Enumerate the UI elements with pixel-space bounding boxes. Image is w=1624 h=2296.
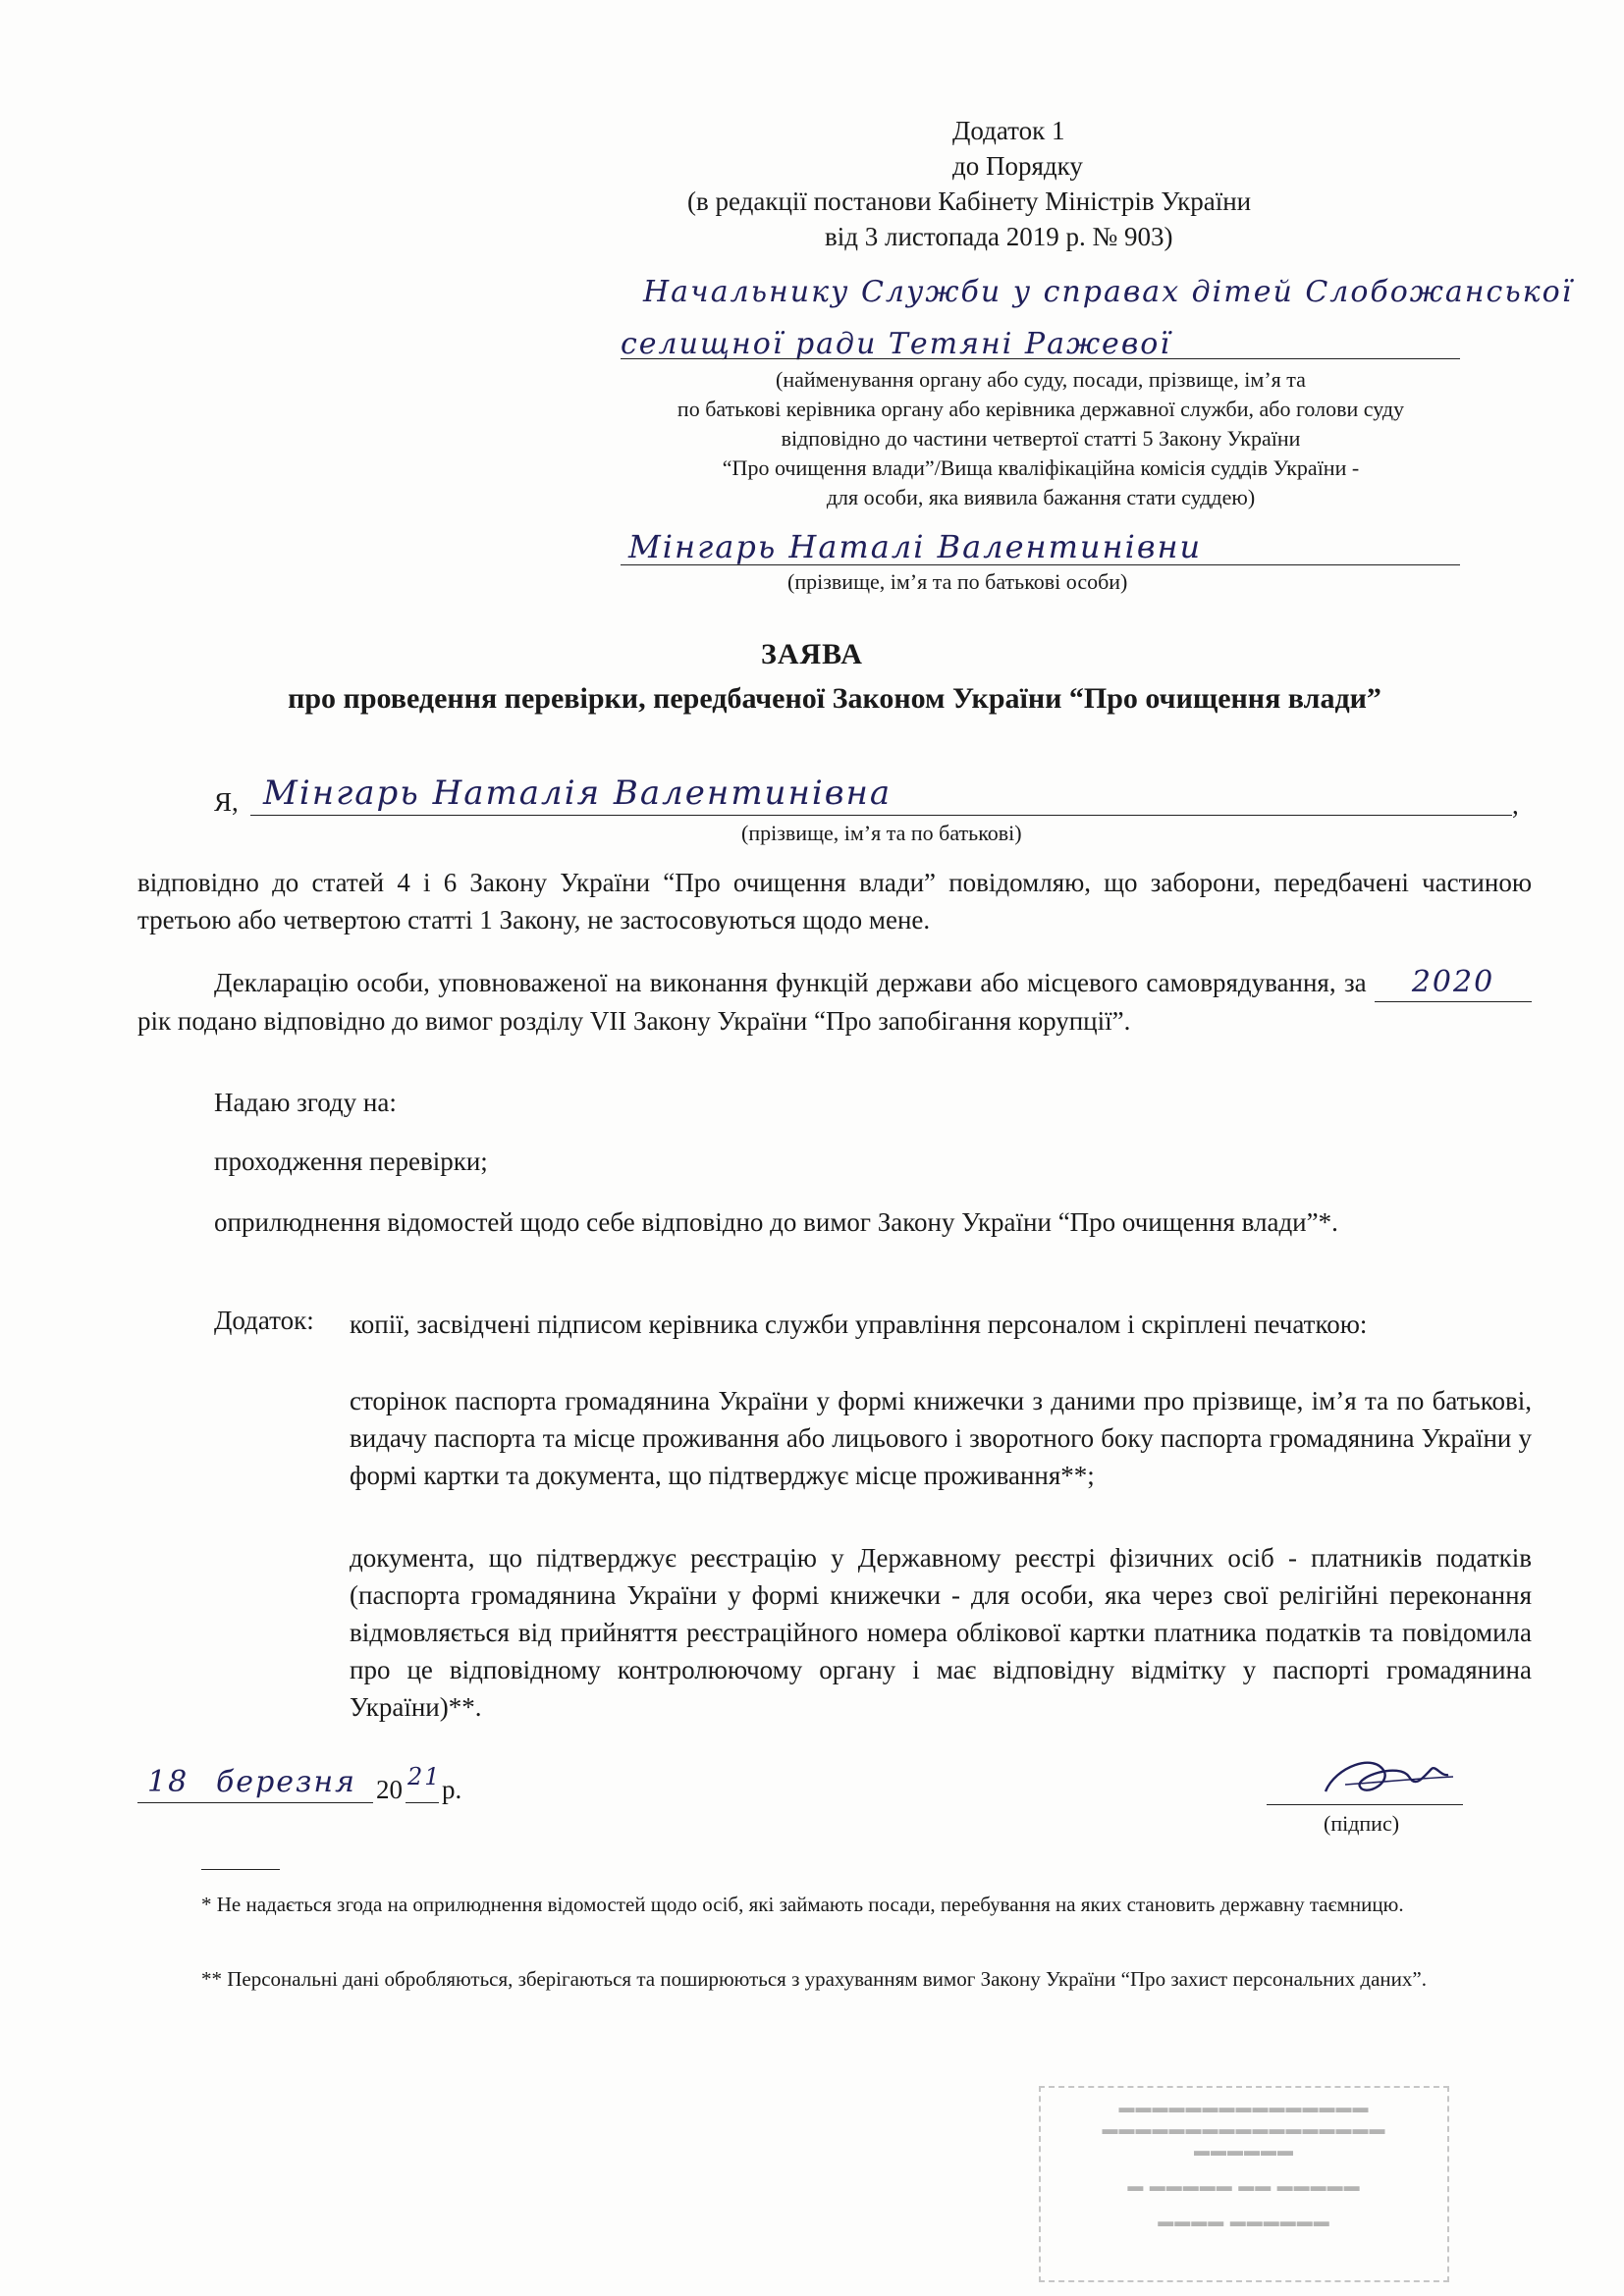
attachment-label: Додаток:: [214, 1306, 314, 1335]
applicant-handwritten-name: Мінгарь Наталія Валентинівна: [263, 774, 893, 813]
applicant-caption: (прізвище, ім’я та по батькові): [741, 821, 1022, 845]
applicant-underline: [250, 815, 1512, 816]
header-line-1: Додаток 1: [952, 116, 1065, 145]
appendix-header: [628, 113, 1453, 254]
addressee-handwritten-line-1: Начальнику Служби у справах дітей Слобожанської: [643, 275, 1574, 309]
paragraph-declaration: [137, 964, 1532, 1040]
applicant-comma: ,: [1512, 790, 1519, 820]
addressee-handwritten-line-2: селищної ради Тетяні Ражевої: [621, 327, 1171, 361]
addressee-caption-line-2: по батькові керівника органу або керівника державної служби, або голови суду: [677, 397, 1405, 421]
date-underline: [137, 1802, 373, 1803]
sender-handwritten-name: Мінгарь Наталі Валентинівни: [628, 528, 1203, 565]
footnote-2: ** Персональні дані обробляються, зберігаються та поширюються з урахуванням вимог Закону України “Про захист персональних даних”.: [201, 1967, 1427, 1991]
consent-item-verification: проходження перевірки;: [214, 1147, 488, 1176]
addressee-underline: [621, 358, 1460, 359]
date-year-underline: [406, 1802, 439, 1803]
document-subtitle: про проведення перевірки, передбаченої Законом України “Про очищення влади”: [288, 682, 1381, 715]
document-title: ЗАЯВА: [761, 638, 863, 670]
registration-stamp: ▬▬▬▬▬▬▬▬▬▬▬▬▬▬▬ ▬▬▬▬▬▬▬▬▬▬▬▬▬▬▬▬▬ ▬▬▬▬▬▬ ▬ ▬▬▬▬▬ ▬▬ ▬▬▬▬▬ ▬▬▬▬ ▬▬▬▬▬▬: [1039, 2086, 1449, 2282]
footnote-1: * Не надається згода на оприлюднення відомостей щодо осіб, які займають посади, перебування на яких становить державну таємницю.: [201, 1893, 1404, 1916]
addressee-caption-line-4: “Про очищення влади”/Вища кваліфікаційна комісія суддів України -: [722, 455, 1360, 480]
date-day-handwritten: 18: [147, 1765, 189, 1799]
footnote-separator: [201, 1869, 280, 1870]
date-year-prefix: 20: [376, 1775, 403, 1804]
header-line-3: (в редакції постанови Кабінету Міністрів України: [687, 187, 1252, 216]
ya-prefix: Я,: [214, 787, 239, 817]
addressee-caption: [550, 365, 1532, 512]
addressee-caption-line-3: відповідно до частини четвертої статті 5 Закону України: [781, 426, 1301, 451]
bleed-through-text: [245, 584, 255, 630]
handwritten-signature: [1306, 1747, 1463, 1816]
attachment-item-passport: сторінок паспорта громадянина України у формі книжечки з даними про прізвище, ім’я та по батькові, видачу паспорта та місце проживання або лицьового і зворотного боку паспорта громадянина України у формі картки та документа, що підтверджує місце проживання**;: [350, 1386, 1532, 1490]
paragraph-no-prohibitions: відповідно до статей 4 і 6 Закону України “Про очищення влади” повідомляю, що заборони, передбачені частиною третьою або четвертою статті 1 Закону, не застосовуються щодо мене.: [137, 868, 1532, 934]
sender-caption: (прізвище, ім’я та по батькові особи): [787, 569, 1128, 594]
attachment-item-tax-id: документа, що підтверджує реєстрацію у Державному реєстрі фізичних осіб - платників податків (паспорта громадянина України у формі книжечки - для особи, яка через свої релігійні переконання відмовляється від прийняття реєстраційного номера облікової картки платника податків та повідомила про це відповідному контролюючому органу і має відповідну відмітку у паспорті громадянина України)**.: [350, 1543, 1532, 1722]
declaration-text-a: Декларацію особи, уповноваженої на виконання функцій держави або місцевого самоврядування, за: [214, 968, 1367, 997]
consent-heading: Надаю згоду на:: [214, 1088, 397, 1117]
header-line-2: до Порядку: [952, 151, 1083, 181]
signature-underline: [1267, 1804, 1463, 1805]
date-year-handwritten: 21: [407, 1763, 442, 1790]
consent-item-publication: оприлюднення відомостей щодо себе відповідно до вимог Закону України “Про очищення влади”*.: [214, 1207, 1338, 1237]
header-line-4: від 3 листопада 2019 р. № 903): [825, 222, 1173, 251]
date-year-suffix: р.: [442, 1775, 462, 1804]
addressee-caption-line-5: для особи, яка виявила бажання стати суддею): [826, 485, 1256, 509]
signature-caption: (підпис): [1324, 1811, 1400, 1836]
declaration-year-handwritten: 2020: [1411, 965, 1495, 999]
attachment-intro: копії, засвідчені підписом керівника служби управління персоналом і скріплені печаткою:: [350, 1309, 1368, 1339]
declaration-text-b: рік подано відповідно до вимог розділу VII Закону України “Про запобігання корупції”.: [137, 1006, 1131, 1036]
sender-underline: [621, 564, 1460, 565]
declaration-year-field: [1375, 964, 1532, 1002]
date-month-handwritten: березня: [216, 1765, 357, 1799]
addressee-caption-line-1: (найменування органу або суду, посади, прізвище, ім’я та: [776, 367, 1306, 392]
